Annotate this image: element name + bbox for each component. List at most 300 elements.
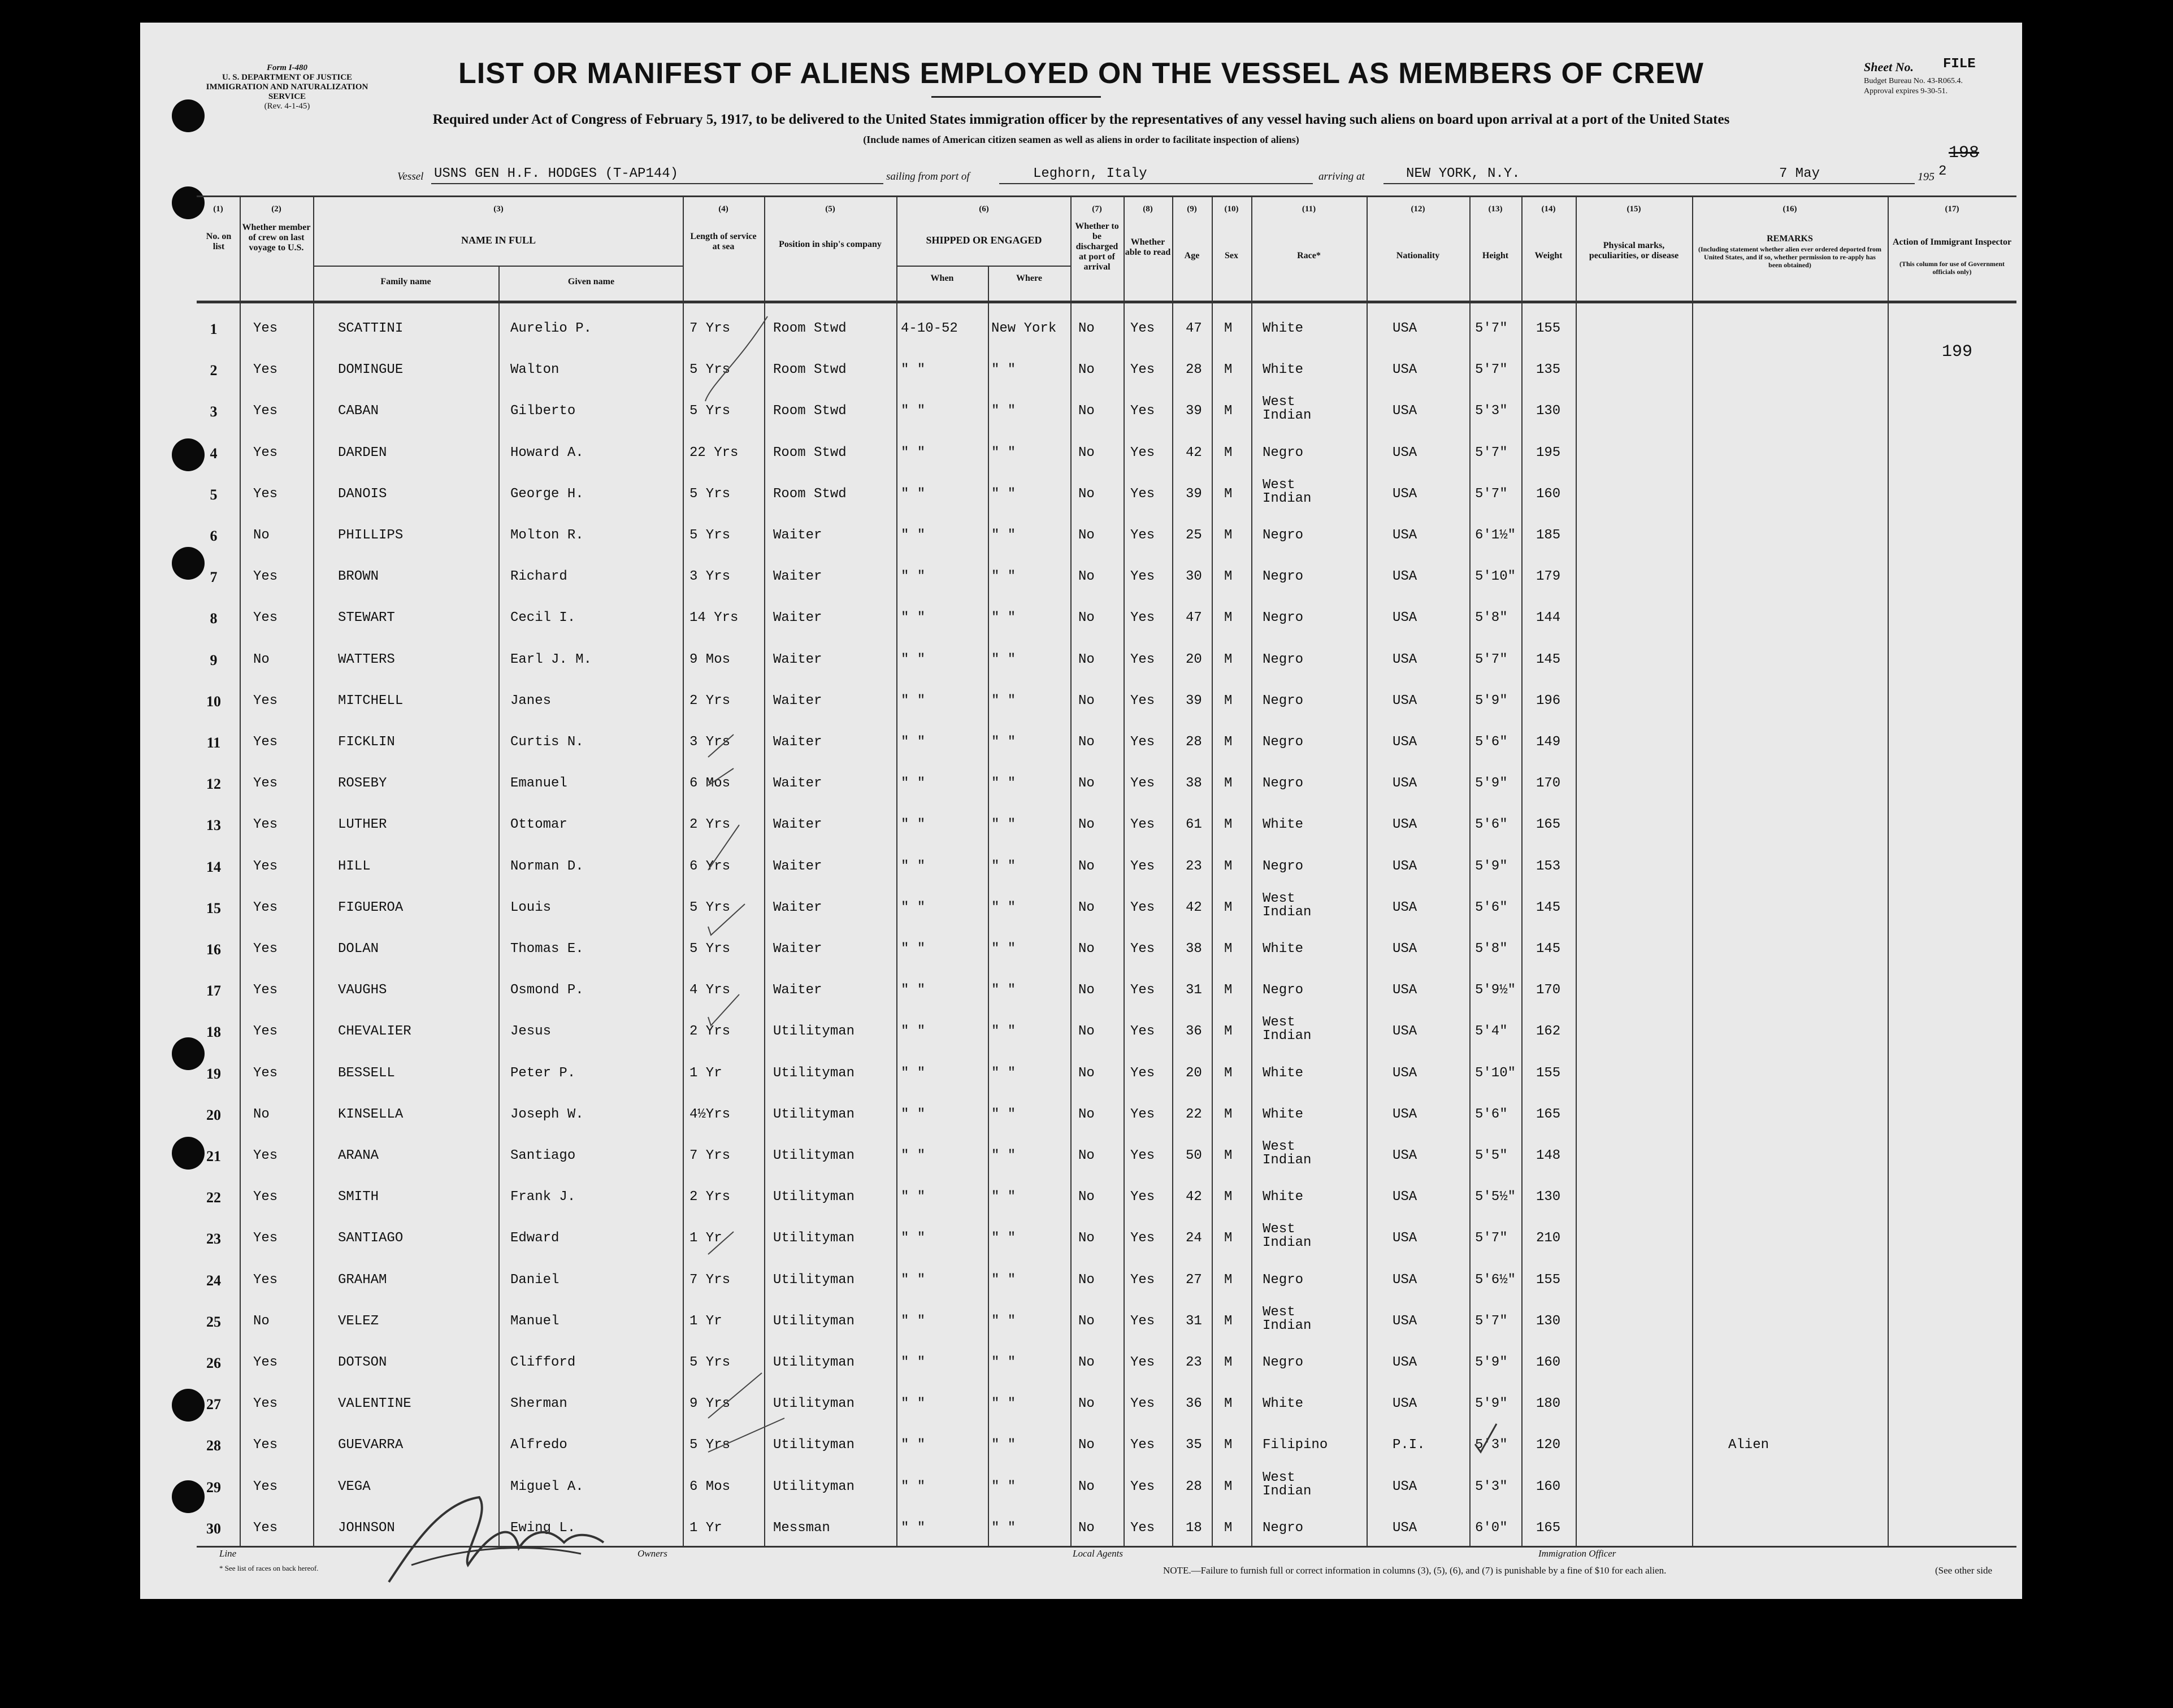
- service-length: 5 Yrs: [689, 941, 731, 957]
- weight: 210: [1536, 1231, 1561, 1246]
- height: 5'8": [1475, 610, 1508, 626]
- height: 5'10": [1475, 569, 1516, 585]
- nationality: USA: [1393, 445, 1417, 460]
- service-length: 5 Yrs: [689, 1355, 731, 1370]
- family-name: CHEVALIER: [338, 1024, 411, 1040]
- crew-last-voyage: Yes: [253, 1024, 278, 1040]
- nationality: USA: [1393, 1313, 1417, 1329]
- age: 20: [1186, 1065, 1202, 1081]
- nationality: USA: [1393, 1520, 1417, 1536]
- shipped-where: " ": [991, 1520, 1016, 1536]
- sex: M: [1224, 1437, 1233, 1453]
- crew-last-voyage: Yes: [253, 983, 278, 998]
- shipped-where: " ": [991, 1106, 1016, 1122]
- shipped-when: " ": [901, 858, 926, 874]
- col-label-name: NAME IN FULL: [461, 234, 536, 246]
- weight: 130: [1536, 403, 1561, 419]
- nationality: USA: [1393, 693, 1417, 709]
- height: 5'10": [1475, 1065, 1516, 1081]
- sex: M: [1224, 1231, 1233, 1246]
- vessel-label: Vessel: [397, 171, 424, 182]
- shipped-where: " ": [991, 693, 1016, 709]
- race: White: [1263, 362, 1304, 378]
- vessel-name: USNS GEN H.F. HODGES (T-AP144): [434, 166, 679, 181]
- row-number: 4: [210, 445, 218, 462]
- nationality: USA: [1393, 1106, 1417, 1122]
- weight: 165: [1536, 1520, 1561, 1536]
- discharged: No: [1078, 776, 1095, 792]
- race: Negro: [1263, 445, 1304, 460]
- weight: 145: [1536, 941, 1561, 957]
- col-num-14: (14): [1541, 205, 1556, 214]
- age: 39: [1186, 486, 1202, 502]
- position: Utilityman: [773, 1272, 855, 1288]
- sheet-label: Sheet No.: [1864, 60, 1914, 74]
- able-to-read: Yes: [1130, 1479, 1155, 1494]
- col-label-weight: Weight: [1534, 251, 1563, 260]
- col-label-given: Given name: [567, 277, 615, 286]
- family-name: ROSEBY: [338, 776, 387, 792]
- position: Utilityman: [773, 1024, 855, 1040]
- shipped-when: " ": [901, 1396, 926, 1412]
- service-length: 2 Yrs: [689, 1024, 731, 1040]
- col-num-9: (9): [1187, 205, 1197, 214]
- shipped-when: " ": [901, 1479, 926, 1494]
- family-name: KINSELLA: [338, 1106, 404, 1122]
- given-name: Walton: [510, 362, 559, 378]
- age: 18: [1186, 1520, 1202, 1536]
- crew-last-voyage: Yes: [253, 1437, 278, 1453]
- sex: M: [1224, 1396, 1233, 1412]
- nationality: USA: [1393, 899, 1417, 915]
- position: Utilityman: [773, 1313, 855, 1329]
- race: Negro: [1263, 776, 1304, 792]
- col-note-action: (This column for use of Government officials only): [1899, 260, 2005, 276]
- position: Messman: [773, 1520, 830, 1536]
- service-length: 5 Yrs: [689, 1437, 731, 1453]
- crew-last-voyage: Yes: [253, 899, 278, 915]
- age: 36: [1186, 1024, 1202, 1040]
- race: Negro: [1263, 1272, 1304, 1288]
- weight: 165: [1536, 817, 1561, 833]
- able-to-read: Yes: [1130, 1437, 1155, 1453]
- sheet-number: FILE: [1943, 57, 1976, 72]
- given-name: Joseph W.: [510, 1106, 584, 1122]
- race: White: [1263, 321, 1304, 336]
- service-length: 9 Yrs: [689, 1396, 731, 1412]
- discharged: No: [1078, 1396, 1095, 1412]
- able-to-read: Yes: [1130, 1148, 1155, 1163]
- height: 5'7": [1475, 445, 1508, 460]
- service-length: 6 Mos: [689, 1479, 731, 1494]
- position: Waiter: [773, 610, 822, 626]
- row-number: 24: [206, 1272, 221, 1289]
- col-num-12: (12): [1411, 205, 1425, 214]
- service-length: 7 Yrs: [689, 1272, 731, 1288]
- age: 39: [1186, 403, 1202, 419]
- crew-last-voyage: Yes: [253, 693, 278, 709]
- discharged: No: [1078, 321, 1095, 336]
- sex: M: [1224, 776, 1233, 792]
- age: 27: [1186, 1272, 1202, 1288]
- crew-last-voyage: Yes: [253, 1355, 278, 1370]
- shipped-when: " ": [901, 569, 926, 585]
- discharged: No: [1078, 858, 1095, 874]
- col-label-race: Race*: [1297, 251, 1321, 260]
- discharged: No: [1078, 528, 1095, 543]
- able-to-read: Yes: [1130, 528, 1155, 543]
- height: 5'6": [1475, 817, 1508, 833]
- service-length: 6 Yrs: [689, 858, 731, 874]
- shipped-when: " ": [901, 1355, 926, 1370]
- service-length: 1 Yr: [689, 1231, 722, 1246]
- age: 28: [1186, 1479, 1202, 1494]
- shipped-where: " ": [991, 735, 1016, 750]
- sex: M: [1224, 817, 1233, 833]
- able-to-read: Yes: [1130, 1231, 1155, 1246]
- able-to-read: Yes: [1130, 941, 1155, 957]
- row-number: 8: [210, 610, 218, 627]
- able-to-read: Yes: [1130, 1396, 1155, 1412]
- able-to-read: Yes: [1130, 693, 1155, 709]
- sex: M: [1224, 528, 1233, 543]
- race: Negro: [1263, 651, 1304, 667]
- shipped-where: " ": [991, 1396, 1016, 1412]
- able-to-read: Yes: [1130, 445, 1155, 460]
- race: Negro: [1263, 1520, 1304, 1536]
- position: Waiter: [773, 941, 822, 957]
- given-name: Edward: [510, 1231, 559, 1246]
- family-name: HILL: [338, 858, 371, 874]
- sailing-label: sailing from port of: [886, 171, 970, 182]
- sex: M: [1224, 1024, 1233, 1040]
- discharged: No: [1078, 1272, 1095, 1288]
- shipped-when: " ": [901, 776, 926, 792]
- row-number: 27: [206, 1396, 221, 1413]
- row-number: 16: [206, 941, 221, 958]
- service-length: 3 Yrs: [689, 569, 731, 585]
- nationality: USA: [1393, 1479, 1417, 1494]
- row-number: 14: [206, 858, 221, 875]
- able-to-read: Yes: [1130, 610, 1155, 626]
- position: Utilityman: [773, 1437, 855, 1453]
- service-length: 5 Yrs: [689, 899, 731, 915]
- crew-last-voyage: Yes: [253, 1520, 278, 1536]
- service-length: 4½Yrs: [689, 1106, 731, 1122]
- shipped-when: " ": [901, 1313, 926, 1329]
- nationality: USA: [1393, 983, 1417, 998]
- position: Room Stwd: [773, 403, 847, 419]
- col-label-read: Whether able to read: [1125, 237, 1171, 257]
- weight: 148: [1536, 1148, 1561, 1163]
- position: Waiter: [773, 693, 822, 709]
- discharged: No: [1078, 817, 1095, 833]
- service-length: 5 Yrs: [689, 362, 731, 378]
- col-label-age: Age: [1184, 251, 1200, 260]
- shipped-where: " ": [991, 528, 1016, 543]
- discharged: No: [1078, 569, 1095, 585]
- height: 5'6": [1475, 1106, 1508, 1122]
- col-num-17: (17): [1945, 205, 1959, 214]
- height: 5'9": [1475, 693, 1508, 709]
- able-to-read: Yes: [1130, 817, 1155, 833]
- height: 5'9": [1475, 1355, 1508, 1370]
- shipped-where: " ": [991, 817, 1016, 833]
- given-name: George H.: [510, 486, 584, 502]
- row-number: 20: [206, 1106, 221, 1123]
- shipped-where: " ": [991, 1437, 1016, 1453]
- age: 31: [1186, 983, 1202, 998]
- col-label-when: When: [930, 273, 954, 283]
- col-label-nationality: Nationality: [1396, 251, 1440, 260]
- col-num-3: (3): [493, 205, 504, 214]
- crew-last-voyage: No: [253, 651, 270, 667]
- shipped-when: " ": [901, 941, 926, 957]
- able-to-read: Yes: [1130, 321, 1155, 336]
- age: 22: [1186, 1106, 1202, 1122]
- sex: M: [1224, 486, 1233, 502]
- sex: M: [1224, 610, 1233, 626]
- given-name: Cecil I.: [510, 610, 576, 626]
- position: Waiter: [773, 776, 822, 792]
- requirement-text: Required under Act of Congress of February 5, 1917, to be delivered to the United States immigration officer by the representatives of any vessel having such aliens on board upon arrival at a port of the United States: [432, 112, 1730, 127]
- nationality: USA: [1393, 941, 1417, 957]
- race: Negro: [1263, 858, 1304, 874]
- weight: 180: [1536, 1396, 1561, 1412]
- height: 5'6": [1475, 735, 1508, 750]
- col-num-2: (2): [271, 205, 281, 214]
- weight: 179: [1536, 569, 1561, 585]
- nationality: USA: [1393, 528, 1417, 543]
- arrival-port: NEW YORK, N.Y.: [1406, 166, 1520, 181]
- position: Utilityman: [773, 1189, 855, 1205]
- shipped-when: " ": [901, 1148, 926, 1163]
- row-number: 13: [206, 817, 221, 834]
- col-label-sex: Sex: [1225, 251, 1238, 260]
- family-name: SANTIAGO: [338, 1231, 404, 1246]
- row-number: 6: [210, 528, 218, 544]
- col-num-7: (7): [1092, 205, 1102, 214]
- row-number: 10: [206, 693, 221, 710]
- position: Waiter: [773, 735, 822, 750]
- discharged: No: [1078, 1437, 1095, 1453]
- age: 42: [1186, 445, 1202, 460]
- position: Utilityman: [773, 1396, 855, 1412]
- shipped-where: " ": [991, 1024, 1016, 1040]
- discharged: No: [1078, 1065, 1095, 1081]
- row-number: 11: [206, 735, 221, 751]
- able-to-read: Yes: [1130, 899, 1155, 915]
- able-to-read: Yes: [1130, 651, 1155, 667]
- nationality: USA: [1393, 569, 1417, 585]
- service-length: 5 Yrs: [689, 403, 731, 419]
- family-name: MITCHELL: [338, 693, 404, 709]
- crew-last-voyage: Yes: [253, 403, 278, 419]
- row-number: 1: [210, 321, 218, 337]
- able-to-read: Yes: [1130, 776, 1155, 792]
- given-name: Daniel: [510, 1272, 559, 1288]
- nationality: USA: [1393, 1272, 1417, 1288]
- shipped-where: " ": [991, 983, 1016, 998]
- discharged: No: [1078, 610, 1095, 626]
- race: Negro: [1263, 1355, 1304, 1370]
- crew-last-voyage: Yes: [253, 486, 278, 502]
- shipped-where: " ": [991, 899, 1016, 915]
- position: Utilityman: [773, 1231, 855, 1246]
- race: White: [1263, 1065, 1304, 1081]
- weight: 145: [1536, 651, 1561, 667]
- form-revision: (Rev. 4-1-45): [264, 102, 310, 111]
- given-name: Emanuel: [510, 776, 567, 792]
- service-length: 7 Yrs: [689, 1148, 731, 1163]
- shipped-where: " ": [991, 403, 1016, 419]
- nationality: USA: [1393, 321, 1417, 336]
- position: Waiter: [773, 817, 822, 833]
- age: 31: [1186, 1313, 1202, 1329]
- crew-last-voyage: No: [253, 1313, 270, 1329]
- given-name: Howard A.: [510, 445, 584, 460]
- arriving-label: arriving at: [1318, 171, 1365, 182]
- crew-last-voyage: Yes: [253, 1396, 278, 1412]
- family-name: PHILLIPS: [338, 528, 404, 543]
- position: Utilityman: [773, 1148, 855, 1163]
- height: 5'9": [1475, 858, 1508, 874]
- col-label-action: Action of Immigrant Inspector: [1892, 237, 2012, 247]
- weight: 195: [1536, 445, 1561, 460]
- row-number: 12: [206, 776, 221, 793]
- shipped-when: " ": [901, 1272, 926, 1288]
- footer-note: NOTE.—Failure to furnish full or correct information in columns (3), (5), (6), and (7) is punishable by a fine of $10 for each alien.: [1163, 1565, 1667, 1576]
- signature: [378, 1480, 615, 1593]
- family-name: VELEZ: [338, 1313, 379, 1329]
- position: Waiter: [773, 858, 822, 874]
- given-name: Alfredo: [510, 1437, 567, 1453]
- discharged: No: [1078, 1024, 1095, 1040]
- height: 5'4": [1475, 1024, 1508, 1040]
- nationality: P.I.: [1393, 1437, 1425, 1453]
- shipped-when: " ": [901, 693, 926, 709]
- crew-last-voyage: Yes: [253, 776, 278, 792]
- nationality: USA: [1393, 1355, 1417, 1370]
- col-label-service: Length of service at sea: [690, 232, 757, 251]
- shipped-where: " ": [991, 445, 1016, 460]
- nationality: USA: [1393, 610, 1417, 626]
- crew-last-voyage: Yes: [253, 941, 278, 957]
- service-length: 14 Yrs: [689, 610, 739, 626]
- sex: M: [1224, 321, 1233, 336]
- crew-last-voyage: Yes: [253, 1189, 278, 1205]
- nationality: USA: [1393, 817, 1417, 833]
- family-name: FICKLIN: [338, 735, 395, 750]
- race: Negro: [1263, 528, 1304, 543]
- footer-races-note: * See list of races on back hereof.: [219, 1564, 319, 1572]
- race: West Indian: [1263, 1304, 1312, 1333]
- able-to-read: Yes: [1130, 983, 1155, 998]
- age: 36: [1186, 1396, 1202, 1412]
- race: White: [1263, 1189, 1304, 1205]
- shipped-when: " ": [901, 1024, 926, 1040]
- race: West Indian: [1263, 477, 1312, 506]
- shipped-where: " ": [991, 651, 1016, 667]
- col-label-no: No. on list: [206, 232, 232, 251]
- sex: M: [1224, 1520, 1233, 1536]
- age: 42: [1186, 899, 1202, 915]
- shipped-when: " ": [901, 1520, 926, 1536]
- sex: M: [1224, 651, 1233, 667]
- race: Negro: [1263, 569, 1304, 585]
- weight: 144: [1536, 610, 1561, 626]
- remarks: Alien: [1728, 1437, 1769, 1453]
- race: West Indian: [1263, 394, 1312, 424]
- weight: 155: [1536, 1272, 1561, 1288]
- service-length: 1 Yr: [689, 1065, 722, 1081]
- given-name: Louis: [510, 899, 552, 915]
- height: 5'3": [1475, 1437, 1508, 1453]
- position: Waiter: [773, 528, 822, 543]
- sex: M: [1224, 445, 1233, 460]
- race: White: [1263, 941, 1304, 957]
- shipped-where: " ": [991, 569, 1016, 585]
- crew-last-voyage: Yes: [253, 1065, 278, 1081]
- family-name: GRAHAM: [338, 1272, 387, 1288]
- service-length: 2 Yrs: [689, 817, 731, 833]
- position: Room Stwd: [773, 321, 847, 336]
- col-num-11: (11): [1302, 205, 1316, 214]
- discharged: No: [1078, 1313, 1095, 1329]
- given-name: Jesus: [510, 1024, 552, 1040]
- weight: 155: [1536, 321, 1561, 336]
- height: 5'5": [1475, 1148, 1508, 1163]
- weight: 160: [1536, 1479, 1561, 1494]
- discharged: No: [1078, 1479, 1095, 1494]
- position: Waiter: [773, 651, 822, 667]
- given-name: Sherman: [510, 1396, 567, 1412]
- footer-officer: Immigration Officer: [1538, 1548, 1616, 1559]
- col-num-15: (15): [1627, 205, 1641, 214]
- position: Utilityman: [773, 1479, 855, 1494]
- family-name: BESSELL: [338, 1065, 395, 1081]
- age: 38: [1186, 776, 1202, 792]
- discharged: No: [1078, 1106, 1095, 1122]
- family-name: DOLAN: [338, 941, 379, 957]
- position: Room Stwd: [773, 486, 847, 502]
- service-length: 6 Mos: [689, 776, 731, 792]
- given-name: Thomas E.: [510, 941, 584, 957]
- row-number: 17: [206, 983, 221, 999]
- footer-see-other: (See other side: [1935, 1565, 1993, 1576]
- col-num-16: (16): [1782, 205, 1797, 214]
- given-name: Peter P.: [510, 1065, 576, 1081]
- weight: 160: [1536, 486, 1561, 502]
- age: 28: [1186, 735, 1202, 750]
- able-to-read: Yes: [1130, 403, 1155, 419]
- race: Negro: [1263, 983, 1304, 998]
- sex: M: [1224, 693, 1233, 709]
- position: Waiter: [773, 899, 822, 915]
- weight: 130: [1536, 1189, 1561, 1205]
- col-label-shipped: SHIPPED OR ENGAGED: [926, 234, 1042, 246]
- height: 5'9": [1475, 776, 1508, 792]
- height: 5'7": [1475, 1231, 1508, 1246]
- weight: 165: [1536, 1106, 1561, 1122]
- crew-last-voyage: Yes: [253, 321, 278, 336]
- row-number: 7: [210, 569, 218, 586]
- able-to-read: Yes: [1130, 1272, 1155, 1288]
- service-length: 5 Yrs: [689, 486, 731, 502]
- able-to-read: Yes: [1130, 1024, 1155, 1040]
- position: Room Stwd: [773, 362, 847, 378]
- col-label-remarks: REMARKS: [1767, 234, 1813, 244]
